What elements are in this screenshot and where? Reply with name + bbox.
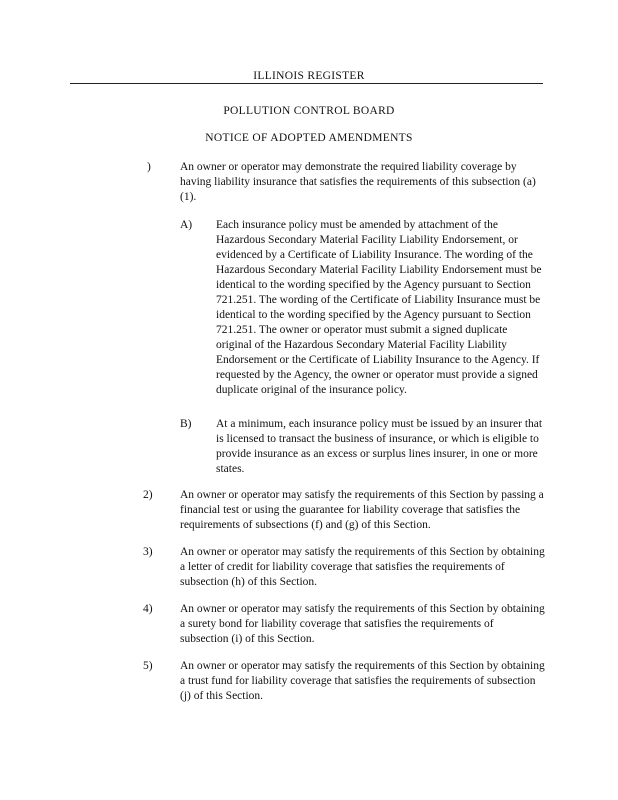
subitem-text: Each insurance policy must be amended by attachment of the Hazardous Secondary Material Facility Liability Endorsement, or evidenced by a Certificate of Liability Insurance. The wording of the Hazardous Secondary Material Facility Liability Endorsement must be identical to the wording specified by the Agency pursuant to Section 721.251. The wording of the Certificate of Liability Insurance must be identical to the wording specified by the Agency pursuant to Section 721.251. The owner or operator must submit a signed duplicate original of the Hazardous Secondary Material Facility Liability Endorsement or the Certificate of Liability Insurance to the Agency. If requested by the Agency, the owner or operator must provide a signed duplicate original of the insurance policy. <box>216 219 542 396</box>
item-number: 5) <box>143 660 153 672</box>
notice-title: NOTICE OF ADOPTED AMENDMENTS <box>205 132 413 144</box>
board-title: POLLUTION CONTROL BOARD <box>223 105 395 117</box>
item-text: An owner or operator may satisfy the requirements of this Section by obtaining a letter of credit for liability coverage that satisfies the requirements of subsection (h) of this Section. <box>180 546 545 588</box>
subitem-text: At a minimum, each insurance policy must be issued by an insurer that is licensed to transact the business of insurance, or which is eligible to provide insurance as an excess or surplus lines insurer, in one or more states. <box>216 418 543 475</box>
subitem-number: B) <box>180 418 192 430</box>
item-number: ) <box>147 161 151 173</box>
header-rule <box>70 83 543 84</box>
item-text: An owner or operator may satisfy the requirements of this Section by passing a financial test or using the guarantee for liability coverage that satisfies the requirements of subsections (f) and (g) of this Section. <box>180 489 544 531</box>
item-text: An owner or operator may demonstrate the required liability coverage by having liability insurance that satisfies the requirements of this subsection (a)(1). <box>180 161 536 203</box>
item-number: 2) <box>143 489 153 501</box>
subitem-number: A) <box>180 219 193 231</box>
item-text: An owner or operator may satisfy the requirements of this Section by obtaining a trust fund for liability coverage that satisfies the requirements of subsection (j) of this Section. <box>180 660 545 702</box>
item-text: An owner or operator may satisfy the requirements of this Section by obtaining a surety bond for liability coverage that satisfies the requirements of subsection (i) of this Section. <box>180 603 545 645</box>
item-number: 3) <box>143 546 153 558</box>
item-number: 4) <box>143 603 153 615</box>
register-title: ILLINOIS REGISTER <box>253 70 365 82</box>
